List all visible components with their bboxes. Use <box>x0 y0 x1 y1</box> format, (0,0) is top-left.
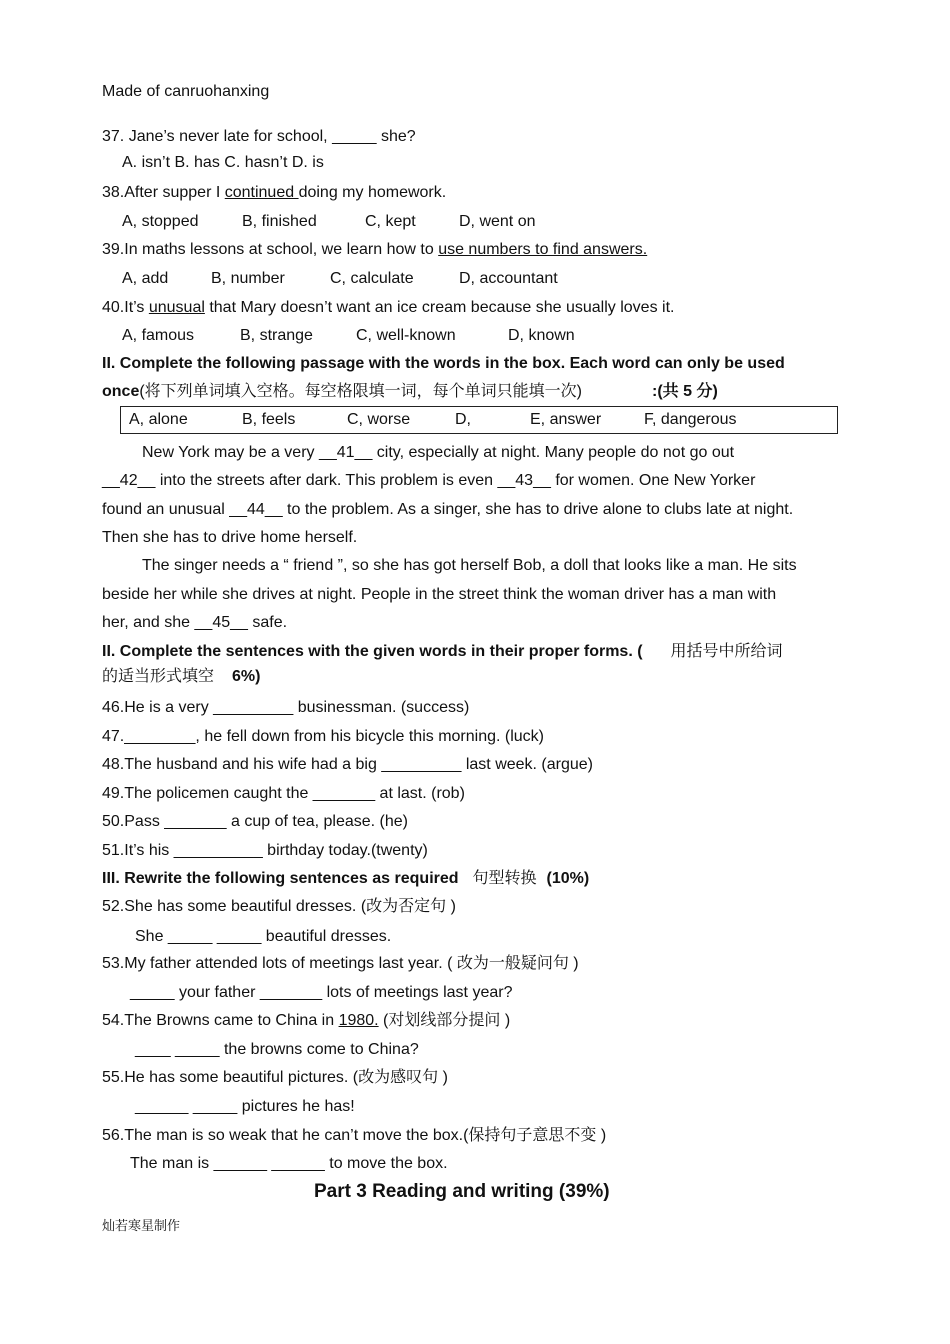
question-39-option-d: D, accountant <box>459 270 558 287</box>
underlined-phrase: continued <box>224 184 299 201</box>
fill-question-48: 48.The husband and his wife had a big _________ last week. (argue) <box>102 756 594 773</box>
word-option-e: E, answer <box>530 411 602 428</box>
word-option-d: D, <box>455 411 471 428</box>
passage-line: beside her while she drives at night. People in the street think the woman driver has a man with <box>102 586 777 603</box>
fill-question-46: 46.He is a very _________ businessman. (success) <box>102 699 470 716</box>
question-38-option-a: A, stopped <box>122 213 199 230</box>
section-3-title: III. Rewrite the following sentences as required 句型转换 (10%) <box>102 870 590 887</box>
underlined-phrase: use numbers to find answers. <box>438 241 648 258</box>
header-text: Made of canruohanxing <box>102 83 270 100</box>
rewrite-question-52: 52.She has some beautiful dresses. (改为否定句 ) <box>102 898 456 915</box>
question-40: 40.It’s unusual that Mary doesn’t want an ice cream because she usually loves it. <box>102 299 675 316</box>
question-38-option-d: D, went on <box>459 213 536 230</box>
passage-line: __42__ into the streets after dark. This problem is even __43__ for women. One New Yorker <box>102 472 756 489</box>
question-40-option-d: D, known <box>508 327 575 344</box>
passage-line: her, and she __45__ safe. <box>102 614 288 631</box>
word-option-b: B, feels <box>242 411 296 428</box>
rewrite-answer-53: _____ your father _______ lots of meetings last year? <box>130 984 513 1001</box>
rewrite-question-53: 53.My father attended lots of meetings last year. ( 改为一般疑问句 ) <box>102 955 579 972</box>
question-37: 37. Jane’s never late for school, _____ she? <box>102 128 416 145</box>
question-40-option-b: B, strange <box>240 327 313 344</box>
rewrite-question-54: 54.The Browns came to China in 1980. (对划线部分提问 ) <box>102 1012 511 1029</box>
question-40-option-a: A, famous <box>122 327 195 344</box>
section-2-title-line2: once(将下列单词填入空格。每空格限填一词，每个单词只能填一次) :(共 5 分) <box>102 383 718 400</box>
word-box <box>120 406 838 434</box>
question-37-options: A. isn’t B. has C. hasn’t D. is <box>122 154 324 171</box>
fill-question-47: 47.________, he fell down from his bicycle this morning. (luck) <box>102 728 544 745</box>
section-2-title: II. Complete the following passage with the words in the box. Each word can only be used <box>102 355 785 372</box>
question-39-option-b: B, number <box>211 270 285 287</box>
underlined-phrase: unusual <box>148 299 205 316</box>
question-39: 39.In maths lessons at school, we learn how to use numbers to find answers. <box>102 241 648 258</box>
rewrite-question-56: 56.The man is so weak that he can’t move the box.(保持句子意思不变 ) <box>102 1127 607 1144</box>
rewrite-answer-52: She _____ _____ beautiful dresses. <box>135 928 392 945</box>
question-38-option-c: C, kept <box>365 213 416 230</box>
fill-question-50: 50.Pass _______ a cup of tea, please. (he) <box>102 813 408 830</box>
section-2b-title-line2: 的适当形式填空 6%) <box>102 668 261 685</box>
word-option-c: C, worse <box>347 411 411 428</box>
passage-line: found an unusual __44__ to the problem. As a singer, she has to drive alone to clubs late at night. <box>102 501 794 518</box>
word-option-f: F, dangerous <box>644 411 737 428</box>
question-39-option-c: C, calculate <box>330 270 414 287</box>
question-40-option-c: C, well-known <box>356 327 456 344</box>
question-38-option-b: B, finished <box>242 213 317 230</box>
fill-question-51: 51.It’s his __________ birthday today.(twenty) <box>102 842 428 859</box>
passage-line: New York may be a very __41__ city, especially at night. Many people do not go out <box>142 444 735 461</box>
section-2b-title: II. Complete the sentences with the given words in their proper forms. ( 用括号中所给词 <box>102 643 783 660</box>
rewrite-answer-56: The man is ______ ______ to move the box. <box>130 1155 448 1172</box>
question-39-option-a: A, add <box>122 270 169 287</box>
underlined-phrase: 1980. <box>338 1012 379 1029</box>
rewrite-question-55: 55.He has some beautiful pictures. (改为感叹句 ) <box>102 1069 448 1086</box>
passage-line: The singer needs a “ friend ”, so she has got herself Bob, a doll that looks like a man. He sits <box>142 557 797 574</box>
rewrite-answer-55: ______ _____ pictures he has! <box>135 1098 355 1115</box>
footer-text: 灿若寒星制作 <box>102 1218 181 1233</box>
part-3-title: Part 3 Reading and writing (39%) <box>314 1181 610 1202</box>
passage-line: Then she has to drive home herself. <box>102 529 358 546</box>
fill-question-49: 49.The policemen caught the _______ at last. (rob) <box>102 785 465 802</box>
question-38: 38.After supper I continued doing my homework. <box>102 184 447 201</box>
rewrite-answer-54: ____ _____ the browns come to China? <box>135 1041 419 1058</box>
word-option-a: A, alone <box>129 411 188 428</box>
